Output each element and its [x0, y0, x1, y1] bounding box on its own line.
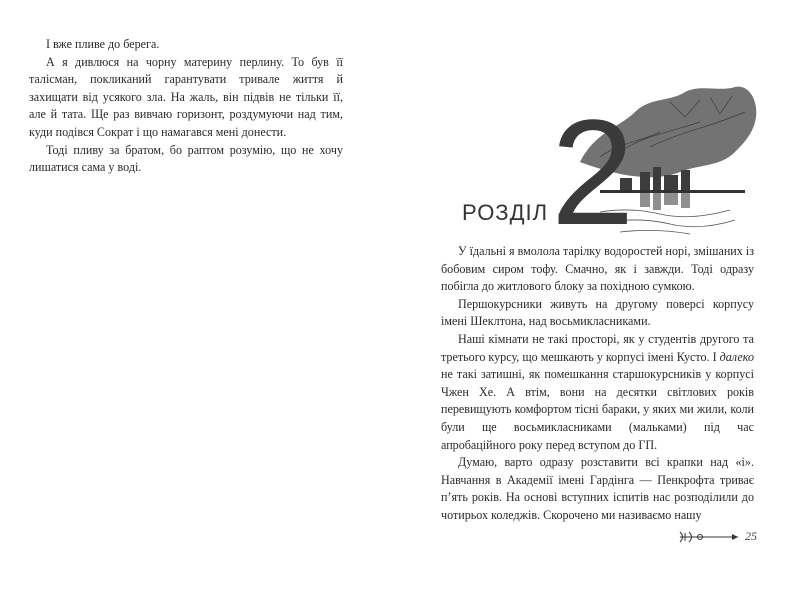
paragraph-text: не такі затишні, як помешкання старшокурсників у корпусі Чжен Хе. А втім, вони на десятки світлових років перевищують комфортом тісні бараки, у яких ми жили, коли були ще восьмикласниками (мальками) під час апробаційного року перед вступом до ГП.: [441, 367, 754, 452]
trident-ornament-icon: [676, 530, 740, 544]
paragraph: Першокурсники живуть на другому поверсі корпусу імені Шеклтона, над восьмикласниками.: [441, 296, 754, 329]
left-page-text: [29, 36, 343, 177]
page-number: 25: [745, 529, 757, 543]
paragraph: [441, 331, 754, 454]
chapter-number: 2: [551, 88, 635, 256]
paragraph: І вже пливе до берега.: [46, 37, 160, 51]
italic-emphasis: далеко: [719, 349, 754, 364]
paragraph-text: Наші кімнати не такі просторі, як у студентів другого та третього курсу, що мешкають у корпусі імені Кусто. І: [441, 331, 754, 364]
paragraph: А я дивлюся на чорну материну перлину. То був її талісман, покликаний гарантувати тривале життя й захищати від усякого зла. На жаль, він підвів не тільки її, але й тата. Ще раз вивчаю горизонт, роздумуючи над тим, куди подівся Сократ і що намагався мені донести.: [29, 54, 343, 139]
right-page-text: [441, 243, 754, 525]
paragraph: Тоді пливу за братом, бо раптом розумію, що не хочу лишатися сама у воді.: [29, 142, 343, 175]
paragraph: У їдальні я вмолола тарілку водоростей норі, змішаних із бобовим сиром тофу. Смачно, як і завжди. Тоді одразу побігла до житлового блоку за похідною сумкою.: [441, 244, 754, 294]
paragraph: Думаю, варто одразу розставити всі крапки над «і». Навчання в Академії імені Гардінга — Пенкрофта триває п’ять років. На основі вступних іспитів нас розподілили до чотирьох коледжів. Скорочено ми називаємо нашу: [441, 455, 754, 522]
chapter-label: РОЗДІЛ: [462, 200, 549, 225]
